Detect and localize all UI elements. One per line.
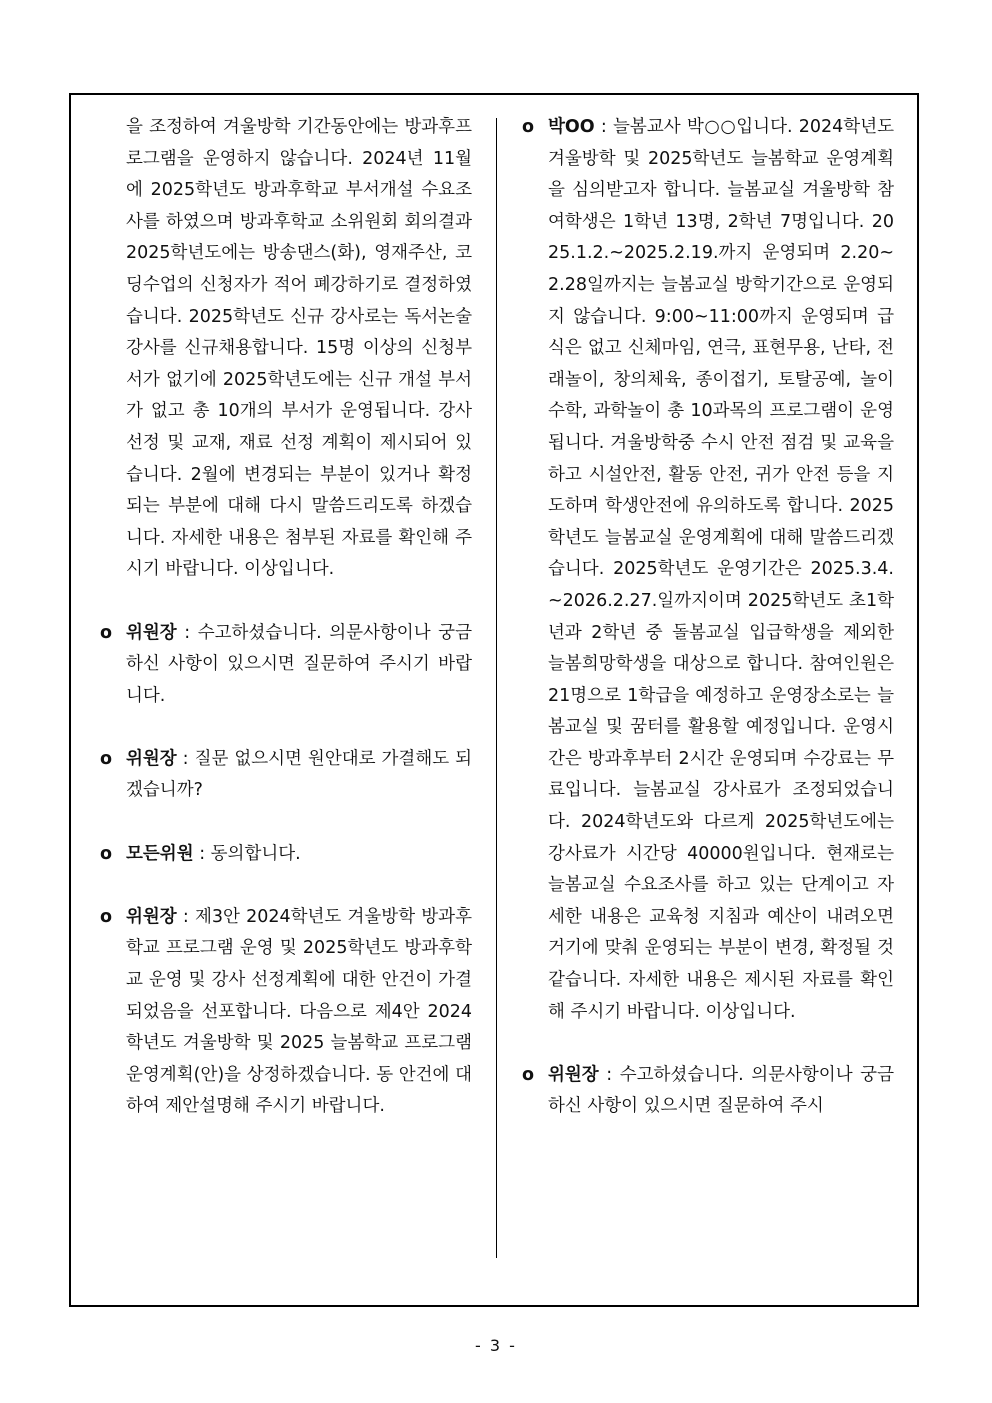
bullet-marker: o: [522, 117, 535, 137]
speaker-name: 모든위원: [126, 843, 194, 864]
entry-text: 수고하셨습니다. 의문사항이나 궁금하신 사항이 있으시면 질문하여 주시기 바랍니다.: [126, 622, 472, 706]
minutes-entry: [96, 618, 472, 713]
entry-text: 동의합니다.: [210, 843, 301, 864]
entry-text: 수고하셨습니다. 의문사항이나 궁금하신 사항이 있으시면 질문하여 주시: [548, 1064, 894, 1117]
speaker-separator: :: [594, 117, 614, 137]
speaker-name: 위원장: [548, 1064, 599, 1085]
speaker-separator: :: [598, 1064, 620, 1085]
bullet-marker: o: [100, 748, 113, 769]
bullet-marker: o: [522, 1064, 535, 1085]
speaker-name: 위원장: [126, 622, 177, 643]
minutes-entry: [518, 1060, 894, 1123]
column-divider: [496, 118, 497, 1258]
speaker-separator: :: [176, 748, 195, 769]
speaker-separator: :: [193, 843, 211, 864]
speaker-separator: :: [176, 906, 195, 927]
bullet-marker: o: [100, 622, 113, 643]
speaker-name: 위원장: [126, 748, 177, 769]
minutes-entry: [518, 112, 894, 1028]
right-column: [518, 112, 894, 1123]
minutes-entry: [96, 839, 472, 871]
bullet-marker: o: [100, 906, 113, 927]
minutes-entry: [96, 902, 472, 1123]
entry-text: 질문 없으시면 원안대로 가결해도 되겠습니까?: [126, 748, 473, 801]
continued-paragraph: 을 조정하여 겨울방학 기간동안에는 방과후프로그램을 운영하지 않습니다. 2024년 11월에 2025학년도 방과후학교 부서개설 수요조사를 하였으며 방과후학교 소위원회 회의결과 2025학년도에는 방송댄스(화), 영재주산, 코딩수업의 신청자가 적어 폐강하기로 결정하였습니다. 2025학년도 신규 강사로는 독서논술 강사를 신규채용합니다. 15명 이상의 신청부서가 없기에 2025학년도에는 신규 개설 부서가 없고 총 10개의 부서가 운영됩니다. 강사선정 및 교재, 재료 선정 계획이 제시되어 있습니다. 2월에 변경되는 부분이 있거나 확정되는 부분에 대해 다시 말씀드리도록 하겠습니다. 자세한 내용은 첨부된 자료를 확인해 주시기 바랍니다. 이상입니다.: [126, 117, 472, 580]
left-column: [96, 112, 472, 1123]
entry-text: 제3안 2024학년도 겨울방학 방과후학교 프로그램 운영 및 2025학년도 방과후학교 운영 및 강사 선정계획에 대한 안건이 가결되었음을 선포합니다. 다음으로 제4안 2024학년도 겨울방학 및 2025 늘봄학교 프로그램 운영계획(안)을 상정하겠습니다. 동 안건에 대하여 제안설명해 주시기 바랍니다.: [126, 906, 472, 1117]
page-number: - 3 -: [475, 1336, 517, 1355]
entry-text: 늘봄교사 박○○입니다. 2024학년도 겨울방학 및 2025학년도 늘봄학교 운영계획을 심의받고자 합니다. 늘봄교실 겨울방학 참여학생은 1학년 13명, 2학년 7명입니다. 2025.1.2.~2025.2.19.까지 운영되며 2.20~2.28일까지는 늘봄교실 방학기간으로 운영되지 않습니다. 9:00~11:00까지 운영되며 급식은 없고 신체마임, 연극, 표현무용, 난타, 전래놀이, 창의체육, 종이접기, 토탈공예, 놀이수학, 과학놀이 총 10과목의 프로그램이 운영됩니다. 겨울방학중 수시 안전 점검 및 교육을 하고 시설안전, 활동 안전, 귀가 안전 등을 지도하며 학생안전에 유의하도록 합니다. 2025학년도 늘봄교실 운영계획에 대해 말씀드리겠습니다. 2025학년도 운영기간은 2025.3.4.~2026.2.27.일까지이며 2025학년도 초1학년과 2학년 중 돌봄교실 입급학생을 제외한 늘봄희망학생을 대상으로 합니다. 참여인원은 21명으로 1학급을 예정하고 운영장소로는 늘봄교실 및 꿈터를 활용할 예정입니다. 운영시간은 방과후부터 2시간 운영되며 수강료는 무료입니다. 늘봄교실 강사료가 조정되었습니다. 2024학년도와 다르게 2025학년도에는 강사료가 시간당 40000원입니다. 현재로는 늘봄교실 수요조사를 하고 있는 단계이고 자세한 내용은 교육청 지침과 예산이 내려오면 거기에 맞춰 운영되는 부분이 변경, 확정될 것 같습니다. 자세한 내용은 제시된 자료를 확인해 주시기 바랍니다. 이상입니다.: [548, 117, 895, 1022]
speaker-name: 박OO: [548, 117, 595, 137]
speaker-separator: :: [176, 622, 198, 643]
speaker-name: 위원장: [126, 906, 177, 927]
minutes-entry: [96, 744, 472, 807]
bullet-marker: o: [100, 843, 113, 864]
